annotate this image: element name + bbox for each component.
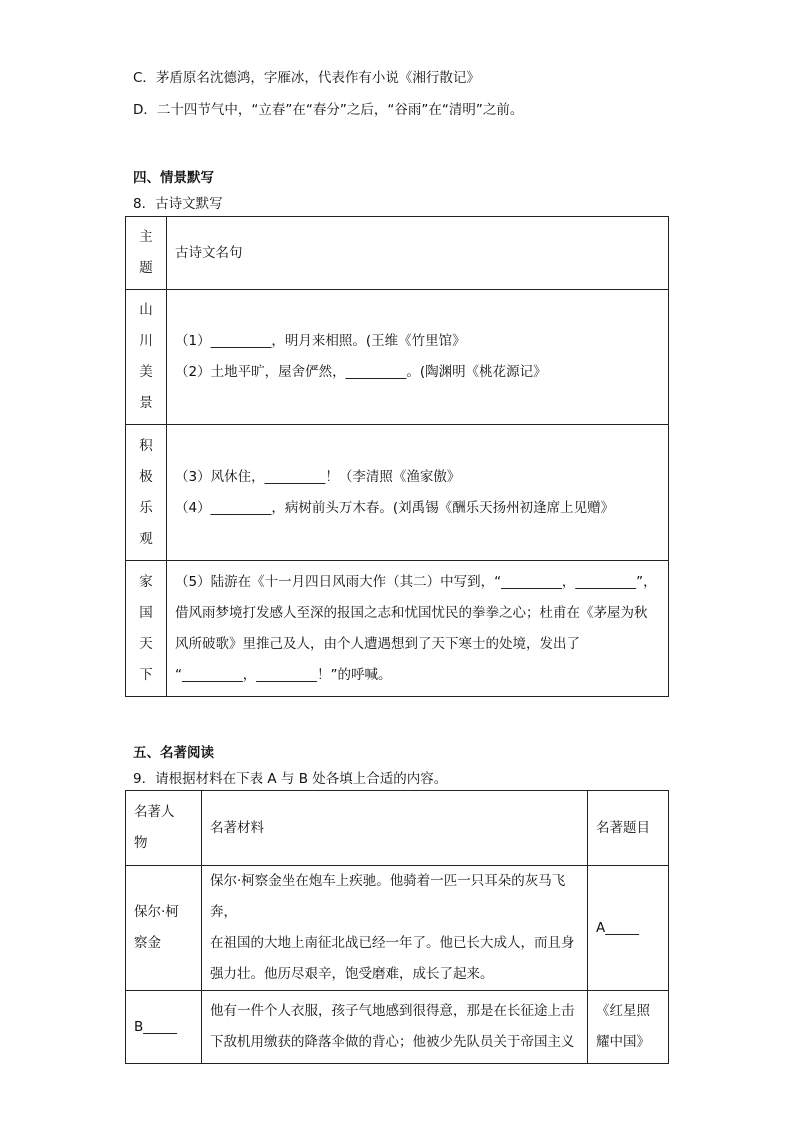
section5-heading: 五、名著阅读	[133, 745, 214, 761]
table-row	[126, 866, 669, 991]
title-header: 名著题目	[588, 791, 669, 866]
table-row	[126, 991, 669, 1064]
title-cell: 《红星照 耀中国》	[588, 991, 669, 1064]
poetry-table	[125, 216, 669, 697]
material-cell: 保尔·柯察金坐在炮车上疾驰。他骑着一匹一只耳朵的灰马飞奔， 在祖国的大地上南征北战已经一年了。他已长大成人，而且身 强力壮。他历尽艰辛，饱受磨难，成长了起来。	[202, 866, 588, 991]
theme-header: 主 题	[126, 217, 167, 290]
question-9: 9．请根据材料在下表 A 与 B 处各填上合适的内容。	[133, 771, 448, 787]
content-cell: （3）风休住，_________！（李清照《渔家傲》 （4）_________，病树前头万木春。(刘禹锡《酬乐天扬州初逢席上见赠》	[167, 425, 669, 561]
content-cell: （5）陆游在《十一月四日风雨大作（其二）中写到，“_________，_________”， 借风雨梦境打发感人至深的报国之志和忧国忧民的拳拳之心；杜甫在《茅屋为秋 风所破歌》里推己及人，由个人遭遇想到了天下寒士的处境，发出了 “_________，_________！”的呼喊。	[167, 561, 669, 697]
content-header: 古诗文名句	[167, 217, 669, 290]
option-c: C．茅盾原名沈德鸿，字雁冰，代表作有小说《湘行散记》	[133, 70, 480, 86]
question-8: 8．古诗文默写	[133, 196, 223, 212]
option-d: D．二十四节气中，“立春”在“春分”之后，“谷雨”在“清明”之前。	[133, 102, 524, 118]
table-header-row	[126, 791, 669, 866]
person-cell: 保尔·柯 察金	[126, 866, 202, 991]
theme-cell: 家 国 天 下	[126, 561, 167, 697]
material-cell: 他有一件个人衣服，孩子气地感到很得意，那是在长征途上击 下敌机用缴获的降落伞做的背心；他被少先队员关于帝国主义	[202, 991, 588, 1064]
section4-heading: 四、情景默写	[133, 170, 214, 186]
content-cell: （1）_________，明月来相照。(王维《竹里馆》 （2）土地平旷，屋舍俨然，_________。(陶渊明《桃花源记》	[167, 290, 669, 425]
theme-cell: 积 极 乐 观	[126, 425, 167, 561]
material-header: 名著材料	[202, 791, 588, 866]
classics-table	[125, 790, 669, 1064]
table-row	[126, 561, 669, 697]
title-cell: A_____	[588, 866, 669, 991]
person-cell: B_____	[126, 991, 202, 1064]
person-header: 名著人 物	[126, 791, 202, 866]
table-header-row	[126, 217, 669, 290]
theme-cell: 山 川 美 景	[126, 290, 167, 425]
table-row	[126, 425, 669, 561]
table-row	[126, 290, 669, 425]
